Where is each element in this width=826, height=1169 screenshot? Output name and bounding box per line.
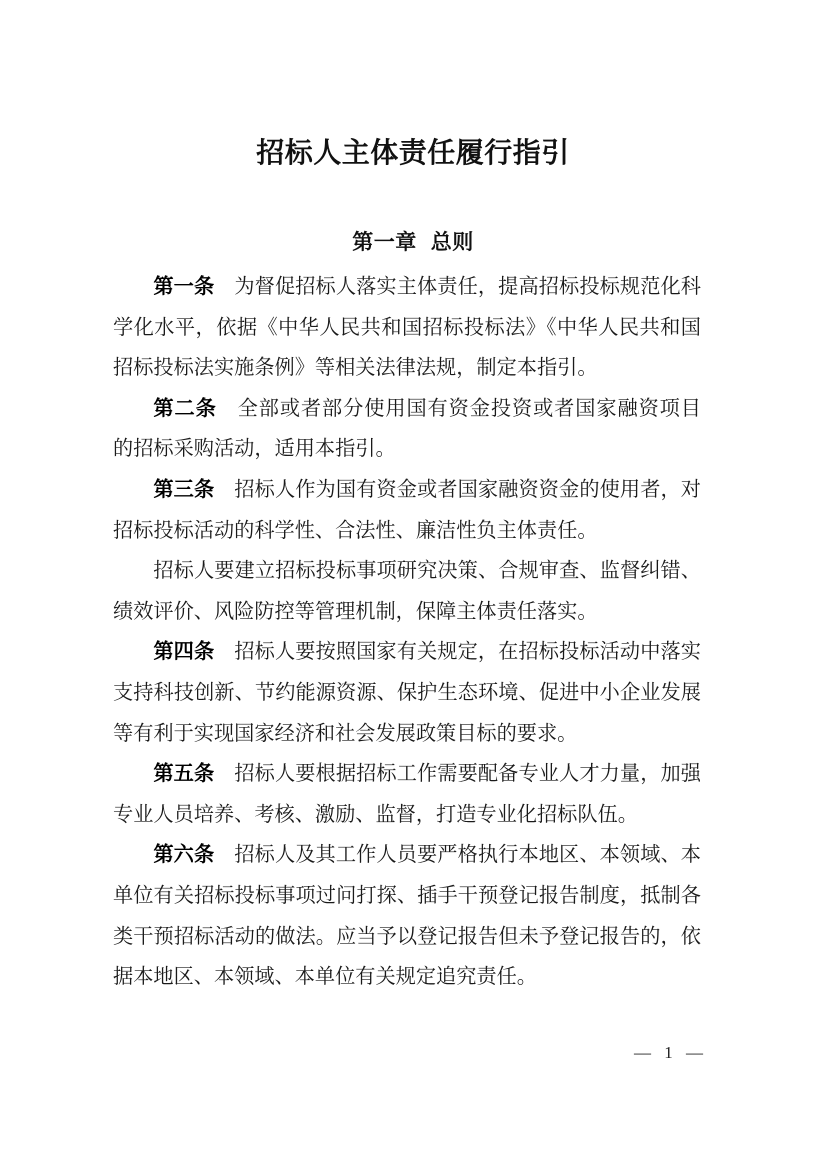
chapter-heading bbox=[0, 231, 826, 254]
chapter-number: 第一章 bbox=[352, 231, 417, 254]
body-line bbox=[113, 429, 701, 470]
body-line bbox=[113, 673, 701, 714]
page-number: — 1 — bbox=[634, 1043, 706, 1062]
body-line-text: 等有利于实现国家经济和社会发展政策目标的要求。 bbox=[113, 722, 578, 745]
body-line-text: 全部或者部分使用国有资金投资或者国家融资项目 bbox=[236, 397, 701, 420]
body-line-text: 类干预招标活动的做法。应当予以登记报告但未予登记报告的，依 bbox=[113, 925, 701, 948]
body-line bbox=[113, 267, 701, 308]
body-line bbox=[113, 917, 701, 958]
body-line bbox=[113, 835, 701, 876]
document-body bbox=[113, 267, 701, 998]
body-line-text: 招标人要按照国家有关规定，在招标投标活动中落实 bbox=[234, 641, 701, 664]
body-line-text: 招标人要建立招标投标事项研究决策、合规审查、监督纠错、 bbox=[153, 560, 701, 583]
article-number-label: 第四条 bbox=[153, 641, 215, 664]
body-line-text: 绩效评价、风险防控等管理机制，保障主体责任落实。 bbox=[113, 600, 598, 623]
body-line-text: 为督促招标人落实主体责任，提高招标投标规范化科 bbox=[234, 276, 701, 298]
body-line bbox=[113, 551, 701, 592]
body-line bbox=[113, 348, 701, 389]
body-line bbox=[113, 592, 701, 633]
body-line bbox=[113, 876, 701, 917]
body-line-text: 学化水平，依据《中华人民共和国招标投标法》《中华人民共和国 bbox=[113, 316, 701, 339]
body-line-text: 据本地区、本领域、本单位有关规定追究责任。 bbox=[113, 966, 537, 989]
article-number-label: 第五条 bbox=[153, 763, 215, 786]
body-line bbox=[113, 795, 701, 836]
body-line-text: 招标投标法实施条例》等相关法律法规，制定本指引。 bbox=[113, 357, 598, 380]
body-line bbox=[113, 389, 701, 430]
document-title: 招标人主体责任履行指引 bbox=[256, 138, 570, 169]
article-number-label: 第一条 bbox=[153, 276, 215, 298]
body-line-text: 单位有关招标投标事项过问打探、插手干预登记报告制度，抵制各 bbox=[113, 884, 701, 907]
body-line bbox=[113, 308, 701, 349]
body-line bbox=[113, 714, 701, 755]
body-line-text: 专业人员培养、考核、激励、监督，打造专业化招标队伍。 bbox=[113, 803, 638, 826]
body-line bbox=[113, 957, 701, 998]
body-line bbox=[113, 632, 701, 673]
article-number-label: 第三条 bbox=[153, 478, 215, 501]
article-number-label: 第六条 bbox=[153, 844, 215, 867]
body-line-text: 招标人及其工作人员要严格执行本地区、本领域、本 bbox=[234, 844, 701, 867]
body-line bbox=[113, 511, 701, 552]
body-line-text: 招标投标活动的科学性、合法性、廉洁性负主体责任。 bbox=[113, 519, 598, 542]
body-line-text: 招标人要根据招标工作需要配备专业人才力量，加强 bbox=[234, 763, 701, 786]
body-line bbox=[113, 470, 701, 511]
body-line-text: 支持科技创新、节约能源资源、保护生态环境、促进中小企业发展 bbox=[113, 681, 701, 704]
body-line bbox=[113, 754, 701, 795]
chapter-title: 总则 bbox=[430, 231, 474, 254]
body-line-text: 招标人作为国有资金或者国家融资资金的使用者，对 bbox=[234, 478, 701, 501]
article-number-label: 第二条 bbox=[153, 397, 217, 420]
body-line-text: 的招标采购活动，适用本指引。 bbox=[113, 438, 396, 461]
